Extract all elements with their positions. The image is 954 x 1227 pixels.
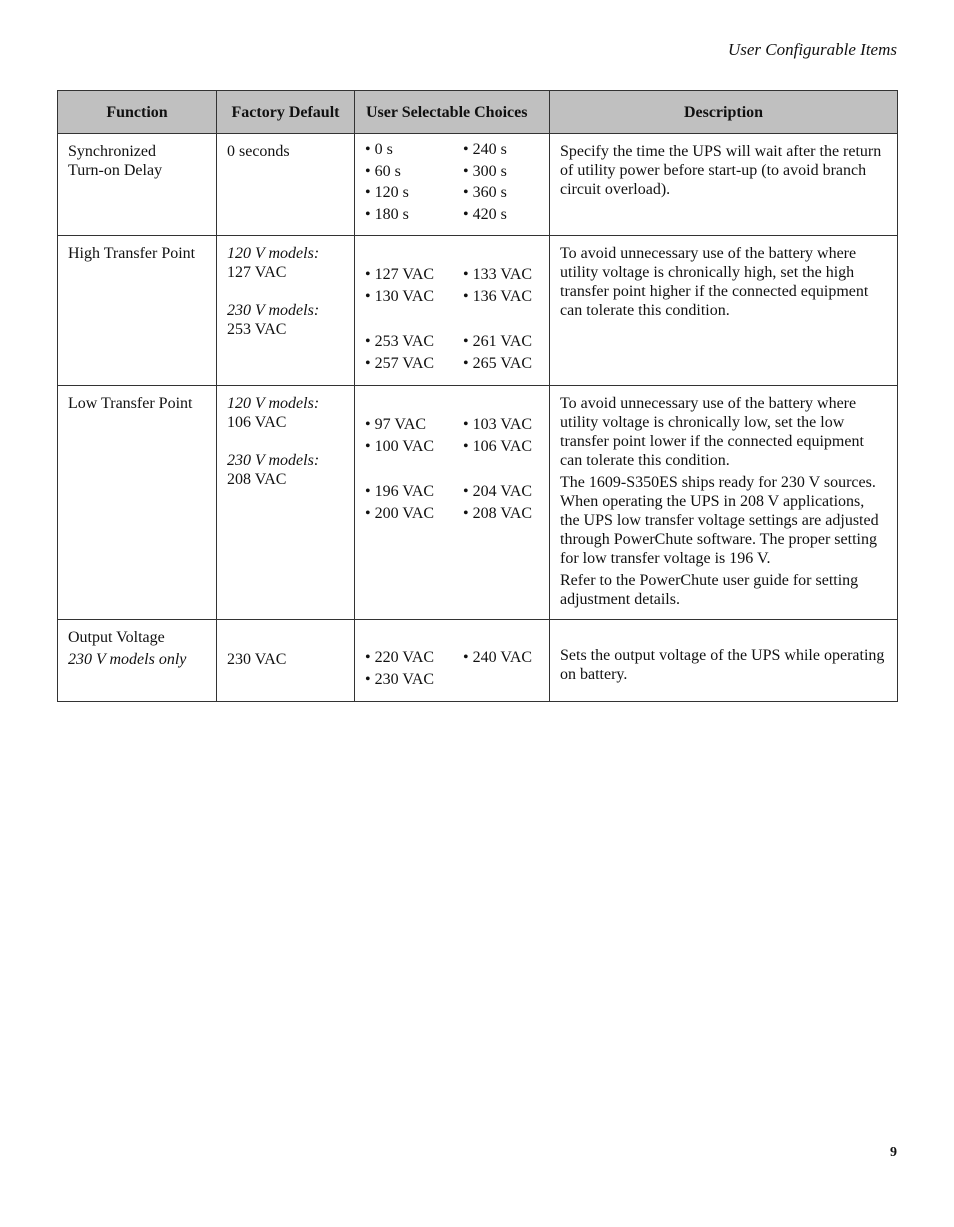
table-row-low-transfer-point <box>58 386 898 620</box>
choice-item: • 257 VAC <box>365 353 463 375</box>
choices-cell <box>355 134 550 236</box>
function-cell <box>58 386 217 620</box>
choice-item: • 204 VAC <box>463 481 539 503</box>
choice-item: • 200 VAC <box>365 503 463 525</box>
choice-item: • 136 VAC <box>463 286 539 308</box>
choice-item: • 120 s <box>365 182 463 204</box>
description-cell <box>550 386 898 620</box>
choice-item: • 240 s <box>463 139 539 161</box>
model-label: 230 V models: <box>227 302 320 319</box>
table-header-row <box>58 91 898 134</box>
function-name-line: High Transfer Point <box>68 245 196 262</box>
function-cell <box>58 134 217 236</box>
factory-default-cell <box>217 236 355 386</box>
choice-item: • 300 s <box>463 161 539 183</box>
function-name-line: Output Voltage <box>68 629 165 646</box>
choice-item: • 253 VAC <box>365 331 463 353</box>
configuration-table <box>57 90 898 702</box>
choice-item: • 97 VAC <box>365 414 463 436</box>
choice-item: • 196 VAC <box>365 481 463 503</box>
choice-item: • 106 VAC <box>463 436 539 458</box>
table-row-turn-on-delay <box>58 134 898 236</box>
description-cell <box>550 236 898 386</box>
choice-item: • 0 s <box>365 139 463 161</box>
function-name-line: Low Transfer Point <box>68 395 193 412</box>
header-description: Description <box>550 91 898 134</box>
choice-item: • 208 VAC <box>463 503 539 525</box>
choice-item: • 420 s <box>463 204 539 226</box>
description-paragraph: Sets the output voltage of the UPS while operating on battery. <box>560 647 885 683</box>
model-label: 120 V models: <box>227 245 320 262</box>
choice-item: • 180 s <box>365 204 463 226</box>
choice-item: • 133 VAC <box>463 264 539 286</box>
description-cell <box>550 620 898 702</box>
description-paragraph: To avoid unnecessary use of the battery where utility voltage is chronically high, set the high transfer point higher if the connected equipment can tolerate this condition. <box>560 245 869 319</box>
choice-item: • 103 VAC <box>463 414 539 436</box>
factory-default-cell <box>217 386 355 620</box>
running-header: User Configurable Items <box>727 40 897 59</box>
choices-group-120v <box>365 414 539 458</box>
choices-list <box>365 139 539 225</box>
description-cell <box>550 134 898 236</box>
function-name-line: Synchronized <box>68 143 156 160</box>
choice-item: • 360 s <box>463 182 539 204</box>
choices-cell <box>355 386 550 620</box>
choice-item: • 127 VAC <box>365 264 463 286</box>
factory-default-value: 253 VAC <box>227 321 287 338</box>
description-paragraph: The 1609-S350ES ships ready for 230 V sources. When operating the UPS in 208 V applications, the UPS low transfer voltage settings are adjusted through PowerChute software. The proper setting for low transfer voltage is 196 V. <box>560 474 879 567</box>
choices-list <box>365 647 539 691</box>
factory-default-value: 127 VAC <box>227 264 287 281</box>
model-label: 120 V models: <box>227 395 320 412</box>
function-cell <box>58 236 217 386</box>
choice-item: • 240 VAC <box>463 647 539 669</box>
choices-group-230v <box>365 481 539 525</box>
function-note: 230 V models only <box>68 651 187 668</box>
choices-cell <box>355 620 550 702</box>
description-paragraph: Specify the time the UPS will wait after the return of utility power before start-up (to avoid branch circuit overload). <box>560 143 882 198</box>
choice-item: • 130 VAC <box>365 286 463 308</box>
model-label: 230 V models: <box>227 452 320 469</box>
description-paragraph: To avoid unnecessary use of the battery where utility voltage is chronically low, set the low transfer point lower if the connected equipment can tolerate this condition. <box>560 395 864 469</box>
choice-item: • 100 VAC <box>365 436 463 458</box>
choices-cell <box>355 236 550 386</box>
factory-default-value: 208 VAC <box>227 471 287 488</box>
table-row-high-transfer-point <box>58 236 898 386</box>
page-number: 9 <box>890 1145 897 1160</box>
choice-item: • 220 VAC <box>365 647 463 669</box>
choices-group-120v <box>365 264 539 308</box>
header-function: Function <box>58 91 217 134</box>
choice-item: • 60 s <box>365 161 463 183</box>
factory-default-value: 0 seconds <box>227 143 290 160</box>
function-cell <box>58 620 217 702</box>
choice-item: • 261 VAC <box>463 331 539 353</box>
function-name-line: Turn-on Delay <box>68 162 163 179</box>
choices-group-230v <box>365 331 539 375</box>
factory-default-value: 230 VAC <box>227 651 287 668</box>
factory-default-value: 106 VAC <box>227 414 287 431</box>
table-row-output-voltage <box>58 620 898 702</box>
description-paragraph: Refer to the PowerChute user guide for setting adjustment details. <box>560 572 859 608</box>
choice-item: • 265 VAC <box>463 353 539 375</box>
choice-item: • 230 VAC <box>365 669 463 691</box>
factory-default-cell <box>217 620 355 702</box>
header-factory-default: Factory Default <box>217 91 355 134</box>
header-user-selectable-choices: User Selectable Choices <box>355 91 550 134</box>
factory-default-cell <box>217 134 355 236</box>
